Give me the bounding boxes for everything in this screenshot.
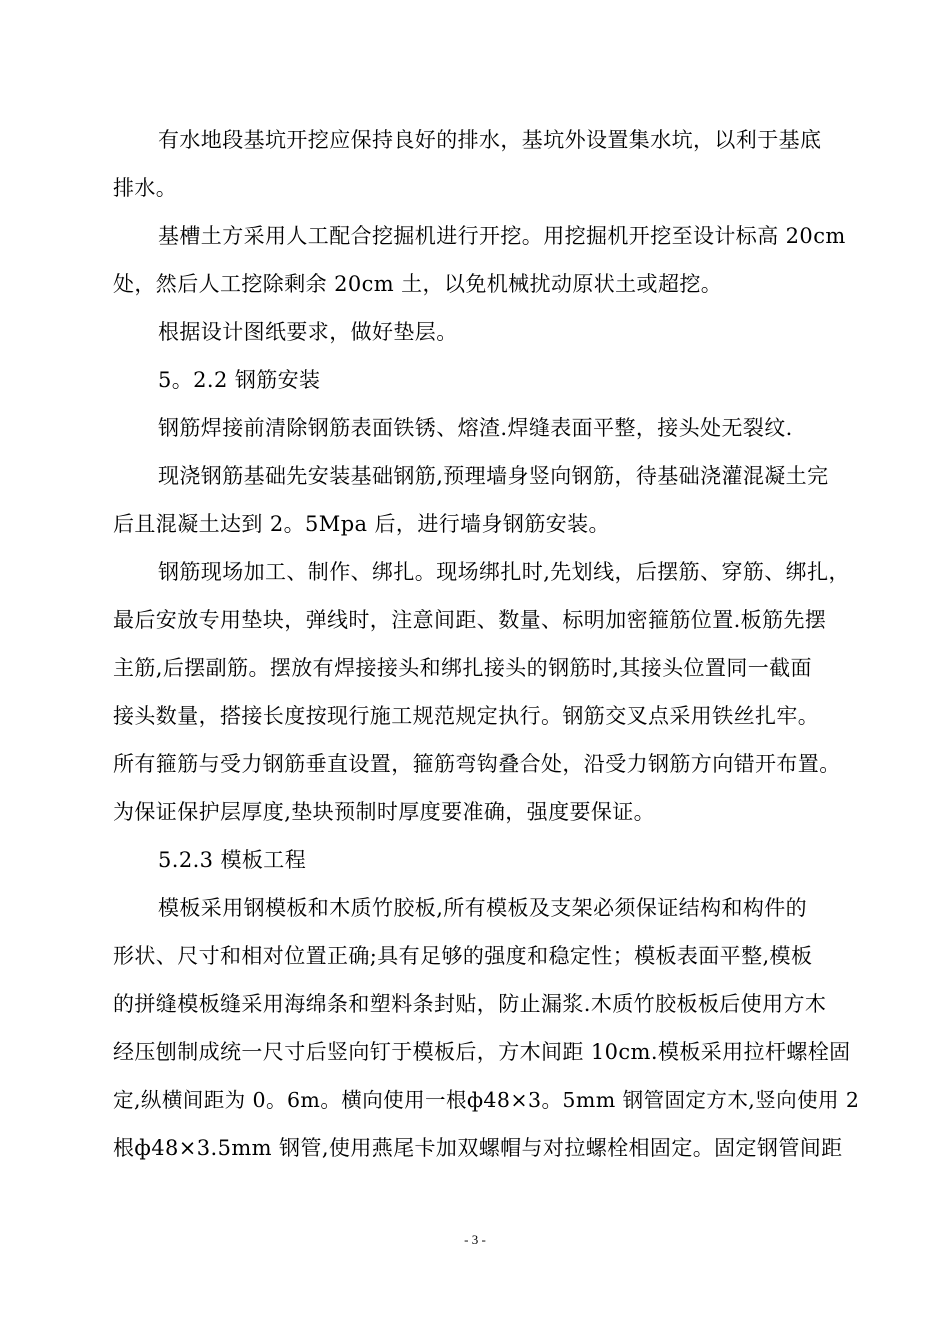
text-line: 接头数量，搭接长度按现行施工规范规定执行。钢筋交叉点采用铁丝扎牢。 bbox=[113, 704, 820, 728]
text-line: 的拼缝模板缝采用海绵条和塑料条封贴，防止漏浆.木质竹胶板板后使用方木 bbox=[113, 992, 827, 1016]
text-line: 现浇钢筋基础先安装基础钢筋,预理墙身竖向钢筋，待基础浇灌混凝土完 bbox=[158, 464, 829, 488]
text-line: 定,纵横间距为 0。6m。横向使用一根ф48×3。5mm 钢管固定方木,竖向使用 2 bbox=[113, 1088, 860, 1112]
text-line: 根ф48×3.5mm 钢管,使用燕尾卡加双螺帽与对拉螺栓相固定。固定钢管间距 bbox=[113, 1136, 843, 1160]
text-line: 为保证保护层厚度,垫块预制时厚度要准确，强度要保证。 bbox=[113, 800, 656, 824]
text-line: 形状、尺寸和相对位置正确;具有足够的强度和稳定性；模板表面平整,模板 bbox=[113, 944, 813, 968]
text-line: 模板采用钢模板和木质竹胶板,所有模板及支架必须保证结构和构件的 bbox=[158, 896, 808, 920]
text-line: 主筋,后摆副筋。摆放有焊接接头和绑扎接头的钢筋时,其接头位置同一截面 bbox=[113, 656, 812, 680]
section-heading: 5.2.3 模板工程 bbox=[158, 848, 307, 872]
page-number: - 3 - bbox=[464, 1232, 486, 1247]
section-heading: 5。2.2 钢筋安装 bbox=[158, 368, 321, 392]
text-line: 钢筋现场加工、制作、绑扎。现场绑扎时,先划线，后摆筋、穿筋、绑扎， bbox=[158, 560, 850, 584]
text-line: 处，然后人工挖除剩余 20cm 土，以免机械扰动原状土或超挖。 bbox=[113, 272, 723, 296]
text-line: 基槽土方采用人工配合挖掘机进行开挖。用挖掘机开挖至设计标高 20cm bbox=[158, 224, 846, 248]
text-line: 最后安放专用垫块，弹线时，注意间距、数量、标明加密箍筋位置.板筋先摆 bbox=[113, 608, 827, 632]
body-text bbox=[113, 116, 863, 1172]
text-line: 有水地段基坑开挖应保持良好的排水，基坑外设置集水坑，以利于基底 bbox=[158, 128, 822, 152]
text-line: 经压刨制成统一尺寸后竖向钉于模板后，方木间距 10cm.模板采用拉杆螺栓固 bbox=[113, 1040, 851, 1064]
text-line: 所有箍筋与受力钢筋垂直设置，箍筋弯钩叠合处，沿受力钢筋方向错开布置。 bbox=[113, 752, 841, 776]
text-line: 后且混凝土达到 2。5Mpa 后，进行墙身钢筋安装。 bbox=[113, 512, 610, 536]
text-line: 根据设计图纸要求，做好垫层。 bbox=[158, 320, 458, 344]
text-line: 钢筋焊接前清除钢筋表面铁锈、熔渣.焊缝表面平整，接头处无裂纹. bbox=[158, 416, 793, 440]
text-line: 排水。 bbox=[113, 176, 178, 200]
